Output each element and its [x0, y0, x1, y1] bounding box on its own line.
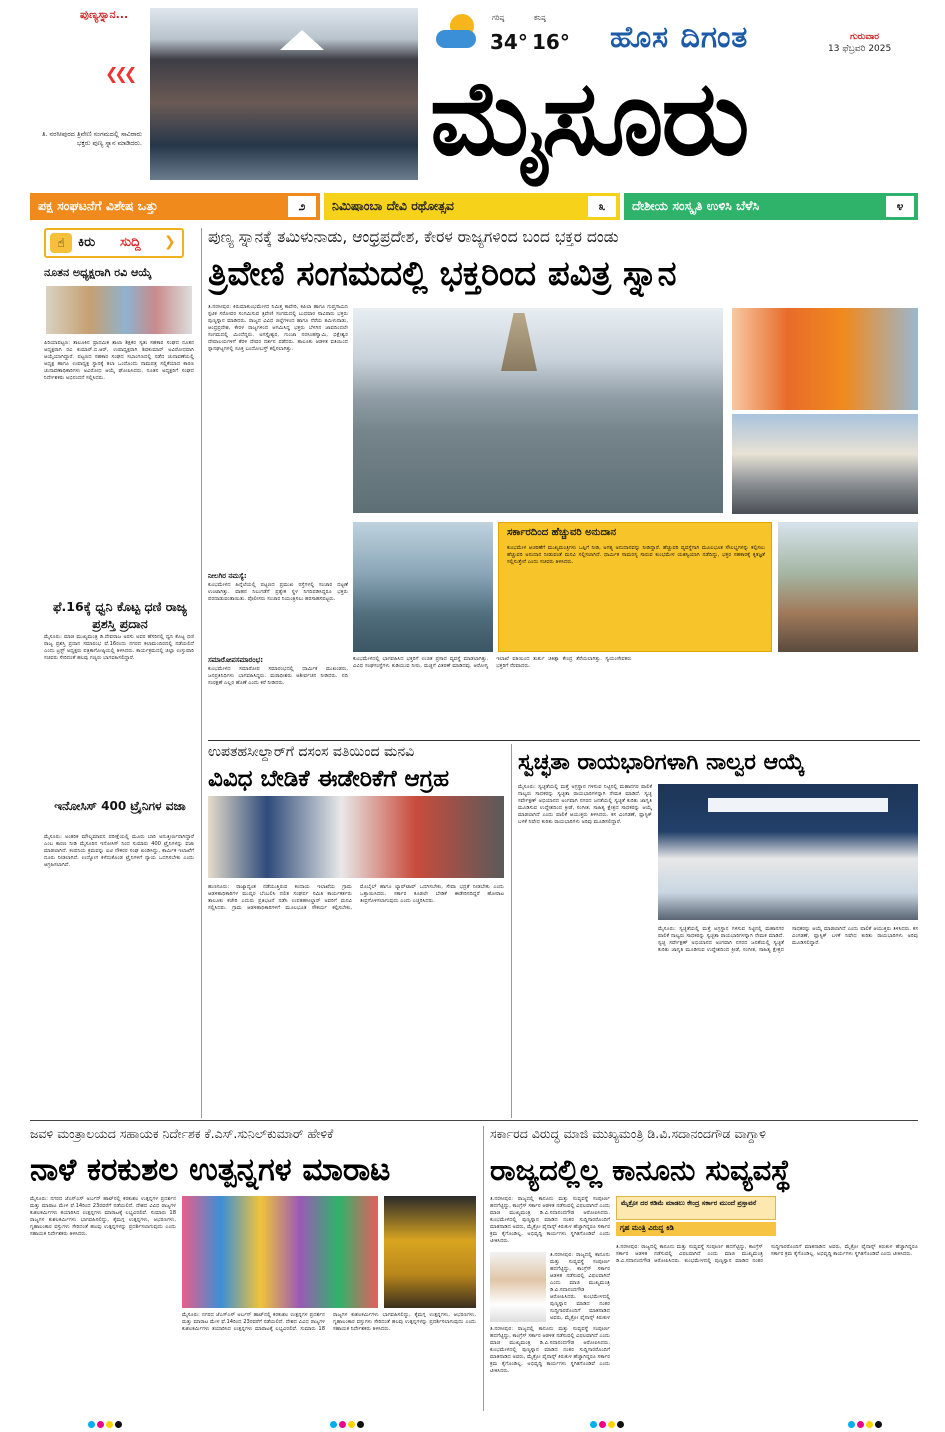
lead-body-d: ಕುಂಭಮೇಳದಲ್ಲಿ ಭಾಗವಹಿಸಿದ ಭಕ್ತರಿಗೆ ಉಚಿತ ಪ್ರಸಾದ ವ್ಯವಸ್ಥೆ ಮಾಡಲಾಗಿತ್ತು. ವಿವಿಧ ಸಂಘಸಂಸ್ಥೆಗಳು ಕುಡಿಯುವ ನೀರು, ಮಜ್ಜಿಗೆ ವಿತರಣೆ ಮಾಡಿದವು. ಆರೋಗ್ಯ ಇಲಾಖೆ ವತಿಯಿಂದ ತುರ್ತು ಚಿಕಿತ್ಸಾ ಕೇಂದ್ರ ತೆರೆಯಲಾಗಿತ್ತು. ಸ್ವಯಂಸೇವಕರು ಭಕ್ತರಿಗೆ ನೆರವಾದರು.	[353, 656, 632, 669]
teaser-2-text: ನಿಮಿಷಾಂಬಾ ದೇವಿ ರಥೋತ್ಸವ	[332, 198, 454, 213]
story3-body-b: ಮೈಸೂರು: ಸ್ವಚ್ಛತೆಯಲ್ಲಿ ಮತ್ತೆ ಅಗ್ರಸ್ಥಾನ ಗಳಿಸುವ ನಿಟ್ಟಿನಲ್ಲಿ ಮಹಾನಗರ ಪಾಲಿಕೆ ನಾಲ್ವರು ಸಾಧಕರನ್ನು ಸ್ವಚ್ಛತಾ ರಾಯಭಾರಿಗಳನ್ನಾಗಿ ನೇಮಕ ಮಾಡಿದೆ. ಸ್ವಚ್ಛ ಸರ್ವೇಕ್ಷಣ್ ಅಭಿಯಾನದ ಅಂಗವಾಗಿ ನಗರದ ಜನತೆಯಲ್ಲಿ ಸ್ವಚ್ಛತೆ ಕುರಿತು ಜಾಗೃತಿ ಮೂಡಿಸುವ ಉದ್ದೇಶದಿಂದ ಕ್ರೀಡೆ, ಸಂಗೀತ, ಸಾಹಿತ್ಯ ಕ್ಷೇತ್ರದ ಸಾಧಕರನ್ನು ಆಯ್ಕೆ ಮಾಡಲಾಗಿದೆ ಎಂದು ಪಾಲಿಕೆ ಆಯುಕ್ತರು ತಿಳಿಸಿದರು. ಕಸ ವಿಂಗಡಣೆ, ಪ್ಲಾಸ್ಟಿಕ್ ಬಳಕೆ ನಿಷೇಧ ಕುರಿತು ರಾಯಭಾರಿಗಳು ಅರಿವು ಮೂಡಿಸಲಿದ್ದಾರೆ.	[658, 926, 918, 953]
registration-dots-mid-left	[330, 1413, 366, 1432]
story2-headline: ವಿವಿಧ ಬೇಡಿಕೆ ಈಡೇರಿಕೆಗೆ ಆಗ್ರಹ	[208, 766, 450, 792]
lead-photo-market	[778, 522, 918, 652]
sidebar-briefs	[44, 228, 196, 1118]
story5-headline: ರಾಜ್ಯದಲ್ಲಿಲ್ಲ ಕಾನೂನು ಸುವ್ಯವಸ್ಥೆ	[490, 1153, 791, 1187]
story2-photo	[208, 796, 504, 878]
sun-cloud-icon	[436, 14, 486, 54]
story5-box-line2	[616, 1222, 776, 1236]
teaser-2-page: ೩	[588, 196, 616, 217]
teaser-3-text: ದೇಶೀಯ ಸಂಸ್ಕೃತಿ ಉಳಿಸಿ ಬೆಳೆಸಿ	[632, 198, 760, 213]
grant-box	[498, 522, 772, 652]
lead-body-a: ತಿ.ನರಸೀಪುರ: ಕಿರುಮಾಕುಂಭಮೇಳದ ನಿಮಿತ್ತ ಕಾವೇರಿ, ಕಪಿಲಾ ಹಾಗೂ ಗುಪ್ತಗಾಮಿನಿ ಸ್ಪಟಿಕ ಸರೋವರ ಸಂಗಮಿಸುವ ತ್ರಿವೇಣಿ ಸಂಗಮದಲ್ಲಿ ಬುಧವಾರ ಸಾವಿರಾರು ಭಕ್ತರು ಪುಣ್ಯಸ್ನಾನ ಮಾಡಿದರು. ರಾಜ್ಯದ ವಿವಿಧ ಜಿಲ್ಲೆಗಳಿಂದ ಹಾಗೂ ನೆರೆಯ ತಮಿಳುನಾಡು, ಆಂಧ್ರಪ್ರದೇಶ, ಕೇರಳ ರಾಜ್ಯಗಳಿಂದ ಆಗಮಿಸಿದ್ದ ಭಕ್ತರು ಬೆಳಗಿನ ಜಾವದಿಂದಲೇ ಸಂಗಮದಲ್ಲಿ ಮಿಂದೆದ್ದರು. ಅಗಸ್ತ್ಯೇಶ್ವರ, ಗುಂಜಾ ನರಸಿಂಹಸ್ವಾಮಿ, ಭಿಕ್ಷೇಶ್ವರ ದೇವಾಲಯಗಳಿಗೆ ತೆರಳಿ ದೇವರ ದರ್ಶನ ಪಡೆದರು. ತಾಲೂಕು ಆಡಳಿತ ವತಿಯಿಂದ ಸ್ನಾನಘಟ್ಟಗಳಲ್ಲಿ ಸೂಕ್ತ ಬಂದೋಬಸ್ತ್ ಕಲ್ಪಿಸಲಾಗಿತ್ತು.	[208, 304, 348, 352]
story4-headline: ನಾಳೆ ಕರಕುಶಲ ಉತ್ಪನ್ನಗಳ ಮಾರಾಟ	[30, 1152, 391, 1188]
story4-kicker: ಜವಳಿ ಮಂತ್ರಾಲಯದ ಸಹಾಯಕ ನಿರ್ದೇಶಕ ಕೆ.ಎಸ್.ಸುನಿಲ್‌ಕುಮಾರ್ ಹೇಳಿಕೆ	[30, 1126, 334, 1141]
brief-2-body: ಮೈಸೂರು: ಮಾಜಿ ಮುಖ್ಯಮಂತ್ರಿ ಡಿ.ದೇವರಾಜ ಅರಸು ಅವರ ಹೆಸರಿನಲ್ಲಿ ಧ್ವನಿ ಕೊಟ್ಟ ಧಣಿ ರಾಜ್ಯ ಪ್ರಶಸ್ತಿ ಪ್ರದಾನ ಸಮಾರಂಭ ಫೆ.16ರಂದು ನಗರದ ಕಲಾಮಂದಿರದಲ್ಲಿ ನಡೆಯಲಿದೆ ಎಂದು ಟ್ರಸ್ಟ್ ಅಧ್ಯಕ್ಷರು ಪತ್ರಿಕಾಗೋಷ್ಠಿಯಲ್ಲಿ ತಿಳಿಸಿದರು. ಕಾರ್ಯಕ್ರಮದಲ್ಲಿ ಜಿಲ್ಲಾ ಉಸ್ತುವಾರಿ ಸಚಿವರು ಸೇರಿದಂತೆ ಹಲವು ಗಣ್ಯರು ಭಾಗವಹಿಸಲಿದ್ದಾರೆ.	[44, 634, 194, 661]
story3-headline: ಸ್ವಚ್ಛತಾ ರಾಯಭಾರಿಗಳಾಗಿ ನಾಲ್ವರ ಆಯ್ಕೆ	[518, 750, 805, 775]
story4-body: ಮೈಸೂರು: ನಗರದ ಜೆಎಸ್‌ಎಸ್ ಅರ್ಬನ್ ಹಾಟ್‌ನಲ್ಲಿ ಕರಕುಶಲ ಉತ್ಪನ್ನಗಳ ಪ್ರದರ್ಶನ ಮತ್ತು ಮಾರಾಟ ಮೇಳ ಫೆ.14ರಿಂದ 23ರವರೆಗೆ ನಡೆಯಲಿದೆ. ದೇಶದ ವಿವಿಧ ರಾಜ್ಯಗಳ ಕುಶಲಕರ್ಮಿಗಳು ತಯಾರಿಸಿದ ಉತ್ಪನ್ನಗಳು ಮಾರಾಟಕ್ಕೆ ಲಭ್ಯವಿರಲಿವೆ. ಸುಮಾರು 18 ರಾಜ್ಯಗಳ ಕುಶಲಕರ್ಮಿಗಳು ಭಾಗವಹಿಸಲಿದ್ದು, ಕೈಮಗ್ಗ ಉತ್ಪನ್ನಗಳು, ಆಭರಣಗಳು, ಗೃಹಾಲಂಕಾರ ವಸ್ತುಗಳು ಸೇರಿದಂತೆ ಹಲವು ಉತ್ಪನ್ನಗಳನ್ನು ಪ್ರದರ್ಶಿಸಲಾಗುವುದು ಎಂದು ಸಹಾಯಕ ನಿರ್ದೇಶಕರು ತಿಳಿಸಿದರು.	[30, 1196, 176, 1237]
lead-photo-swamijis	[732, 308, 918, 410]
brief-1-title: ನೂತನ ಅಧ್ಯಕ್ಷರಾಗಿ ರವಿ ಆಯ್ಕೆ	[44, 266, 152, 279]
chevron-right-icon: ❯	[164, 234, 176, 250]
story5-body-d: ತಿ.ನರಸೀಪುರ: ರಾಜ್ಯದಲ್ಲಿ ಕಾನೂನು ಮತ್ತು ಸುವ್ಯವಸ್ಥೆ ಸಂಪೂರ್ಣ ಹದಗೆಟ್ಟಿದ್ದು, ಕಾಂಗ್ರೆಸ್ ಸರ್ಕಾರ ಆಡಳಿತ ನಡೆಸುವಲ್ಲಿ ವಿಫಲವಾಗಿದೆ ಎಂದು ಮಾಜಿ ಮುಖ್ಯಮಂತ್ರಿ ಡಿ.ವಿ.ಸದಾನಂದಗೌಡ ಆರೋಪಿಸಿದರು. ಕುಂಭಮೇಳದಲ್ಲಿ ಪುಣ್ಯಸ್ನಾನ ಮಾಡಿದ ನಂತರ ಸುದ್ದಿಗಾರರೊಂದಿಗೆ ಮಾತನಾಡಿದ ಅವರು, ಮೈಕ್ರೋ ಫೈನಾನ್ಸ್ ಕಿರುಕುಳ ಹೆಚ್ಚಾಗಿದ್ದರೂ ಸರ್ಕಾರ ಕ್ರಮ ಕೈಗೊಂಡಿಲ್ಲ. ಅಭಿವೃದ್ಧಿ ಕಾರ್ಯಗಳು ಸ್ಥಗಿತಗೊಂಡಿವೆ ಎಂದು ಟೀಕಿಸಿದರು.	[616, 1244, 918, 1264]
story5-body: ತಿ.ನರಸೀಪುರ: ರಾಜ್ಯದಲ್ಲಿ ಕಾನೂನು ಮತ್ತು ಸುವ್ಯವಸ್ಥೆ ಸಂಪೂರ್ಣ ಹದಗೆಟ್ಟಿದ್ದು, ಕಾಂಗ್ರೆಸ್ ಸರ್ಕಾರ ಆಡಳಿತ ನಡೆಸುವಲ್ಲಿ ವಿಫಲವಾಗಿದೆ ಎಂದು ಮಾಜಿ ಮುಖ್ಯಮಂತ್ರಿ ಡಿ.ವಿ.ಸದಾನಂದಗೌಡ ಆರೋಪಿಸಿದರು. ಕುಂಭಮೇಳದಲ್ಲಿ ಪುಣ್ಯಸ್ನಾನ ಮಾಡಿದ ನಂತರ ಸುದ್ದಿಗಾರರೊಂದಿಗೆ ಮಾತನಾಡಿದ ಅವರು, ಮೈಕ್ರೋ ಫೈನಾನ್ಸ್ ಕಿರುಕುಳ ಹೆಚ್ಚಾಗಿದ್ದರೂ ಸರ್ಕಾರ ಕ್ರಮ ಕೈಗೊಂಡಿಲ್ಲ. ಅಭಿವೃದ್ಧಿ ಕಾರ್ಯಗಳು ಸ್ಥಗಿತಗೊಂಡಿವೆ ಎಂದು ಟೀಕಿಸಿದರು.	[490, 1196, 610, 1244]
story5-kicker: ಸರ್ಕಾರದ ವಿರುದ್ಧ ಮಾಜಿ ಮುಖ್ಯಮಂತ್ರಿ ಡಿ.ವಿ.ಸದಾನಂದಗೌಡ ವಾಗ್ದಾಳಿ	[490, 1126, 766, 1141]
brief-3-body: ಮೈಸೂರು: ಅಂತರಿಕ ಮೌಲ್ಯಮಾಪನ ಪರೀಕ್ಷೆಯಲ್ಲಿ ಮೂರು ಬಾರಿ ಅನುತ್ತೀರ್ಣರಾಗಿದ್ದಾರೆ ಎಂಬ ಕಾರಣ ನೀಡಿ ಮೈಸೂರಿನ ಇನೋಸಿಸ್ ನಿಂದ ಸುಮಾರು 400 ಟ್ರೈನಿಗಳನ್ನು ವಜಾ ಮಾಡಲಾಗಿದೆ. ಕಂಪನಿಯ ಕ್ರಮವನ್ನು ಐಟಿ ನೌಕರರ ಸಂಘ ಖಂಡಿಸಿದ್ದು, ಕಾರ್ಮಿಕ ಇಲಾಖೆಗೆ ದೂರು ನೀಡಲಾಗಿದೆ. ಉದ್ಯೋಗ ಕಳೆದುಕೊಂಡ ಟ್ರೈನಿಗಳಿಗೆ ನ್ಯಾಯ ಒದಗಿಸಬೇಕು ಎಂದು ಆಗ್ರಹಿಸಲಾಗಿದೆ.	[44, 834, 194, 868]
brief-2-title: ಫೆ.16ಕ್ಕೆ ಧ್ವನಿ ಕೊಟ್ಟ ಧಣಿ ರಾಜ್ಯ ಪ್ರಶಸ್ತಿ ಪ್ರದಾನ	[53, 599, 187, 631]
pointing-hand-icon: ☝	[50, 233, 72, 253]
briefs-header	[44, 228, 184, 258]
lead-body-b: ಕುಂಭಮೇಳದ ಹಿನ್ನೆಲೆಯಲ್ಲಿ ಪಟ್ಟಣದ ಪ್ರಮುಖ ರಸ್ತೆಗಳಲ್ಲಿ ಸಂಚಾರ ದಟ್ಟಣೆ ಉಂಟಾಗಿತ್ತು. ವಾಹನ ನಿಲುಗಡೆಗೆ ಪ್ರತ್ಯೇಕ ಸ್ಥಳ ನಿಗದಿಪಡಿಸಿದ್ದರೂ ಭಕ್ತರು ಪರದಾಡುವಂತಾಯಿತು. ಪೊಲೀಸರು ಸಂಚಾರ ನಿಯಂತ್ರಿಸಲು ಹರಸಾಹಸಪಟ್ಟರು.	[208, 582, 348, 602]
weather-min-label: ಕನಿಷ್ಠ	[534, 14, 546, 22]
rule-2	[30, 1120, 918, 1121]
lead-photo-traffic	[732, 414, 918, 514]
story-divider	[511, 744, 512, 1118]
story5-box-line2-text: ಗೃಹ ಮಂತ್ರಿ ವಿರುದ್ಧ ಕಿಡಿ	[620, 1224, 674, 1232]
registration-dots-left	[88, 1413, 124, 1432]
lead-subhead-2: ಸಮಾರೋಪಸಮಾರಂಭ:	[208, 656, 264, 664]
story4-photo-vases	[384, 1196, 476, 1308]
registration-dots-right	[848, 1413, 884, 1432]
story5-box-line1	[616, 1196, 776, 1220]
edition-date: 13 ಫೆಬ್ರವರಿ 2025	[828, 44, 892, 54]
sidebar-divider	[201, 228, 202, 1118]
story5-portrait	[490, 1252, 546, 1322]
story5-box-line1-text: ಮೈಕ್ರೋ ದರ ಕಡಿಮೆ ಮಾಡಲು ಕೇಂದ್ರ ಸರ್ಕಾರ ಮುಂದೆ ಪ್ರಸ್ತಾವನೆ	[621, 1199, 757, 1207]
masthead-photo-caption: ತಿ. ನರಸೀಪುರದ ತ್ರಿವೇಣಿ ಸಂಗಮದಲ್ಲಿ ಸಾವಿರಾರು ಭಕ್ತರು ಪುಣ್ಯ ಸ್ನಾನ ಮಾಡಿದರು.	[41, 130, 142, 147]
story4-photo-textiles	[182, 1196, 378, 1308]
masthead	[0, 0, 945, 186]
grant-box-body: ಕುಂಭಮೇಳ ಆಚರಣೆಗೆ ಮುಖ್ಯಮಂತ್ರಿಗಳು ಒಪ್ಪಿಗೆ ನೀಡಿ, ಅಗತ್ಯ ಅನುದಾನವನ್ನು ನೀಡಿದ್ದಾರೆ. ಹೆಚ್ಚುವರಿ ವ್ಯವಸ್ಥೆಗಾಗಿ ಮೂಲಭೂತ ಸೌಲಭ್ಯಗಳನ್ನು ಕಲ್ಪಿಸಲು ಹೆಚ್ಚುವರಿ ಅನುದಾನ ನೀಡುವಂತೆ ಮನವಿ ಸಲ್ಲಿಸಲಾಗಿದೆ. ಧಾರ್ಮಿಕ ಸಾಮರಸ್ಯ ಸಾರುವ ಕುಂಭಮೇಳ ಯಶಸ್ವಿಯಾಗಿ ನಡೆದಿದ್ದು, ಭಕ್ತರ ಸಹಕಾರಕ್ಕೆ ಕೃತಜ್ಞತೆ ಸಲ್ಲಿಸುತ್ತೇನೆ ಎಂದು ಸಚಿವರು ತಿಳಿಸಿದರು.	[507, 545, 765, 565]
lead-headline: ತ್ರಿವೇಣಿ ಸಂಗಮದಲ್ಲಿ ಭಕ್ತರಿಂದ ಪವಿತ್ರ ಸ್ನಾನ	[208, 254, 677, 294]
masthead-kicker: ಪುಣ್ಯಸ್ನಾನ...	[80, 8, 129, 21]
bottom-divider	[483, 1126, 484, 1411]
story2-kicker: ಉಪತಹಸೀಲ್ದಾರ್‌ಗೆ ದಸಂಸ ವತಿಯಿಂದ ಮನವಿ	[208, 744, 415, 760]
lead-photo-bathers	[353, 522, 493, 652]
temple-tower-shape	[501, 313, 537, 371]
briefs-brand-a: ಕಿರು	[78, 235, 96, 250]
teaser-2[interactable]	[324, 193, 620, 220]
banner-strip	[708, 798, 888, 812]
brief-3-title: ಇನೋಸಿಸ್ 400 ಟ್ರೈನಿಗಳ ವಜಾ	[54, 799, 186, 813]
registration-dots-mid-right	[590, 1413, 626, 1432]
story3-body: ಮೈಸೂರು: ಸ್ವಚ್ಛತೆಯಲ್ಲಿ ಮತ್ತೆ ಅಗ್ರಸ್ಥಾನ ಗಳಿಸುವ ನಿಟ್ಟಿನಲ್ಲಿ ಮಹಾನಗರ ಪಾಲಿಕೆ ನಾಲ್ವರು ಸಾಧಕರನ್ನು ಸ್ವಚ್ಛತಾ ರಾಯಭಾರಿಗಳನ್ನಾಗಿ ನೇಮಕ ಮಾಡಿದೆ. ಸ್ವಚ್ಛ ಸರ್ವೇಕ್ಷಣ್ ಅಭಿಯಾನದ ಅಂಗವಾಗಿ ನಗರದ ಜನತೆಯಲ್ಲಿ ಸ್ವಚ್ಛತೆ ಕುರಿತು ಜಾಗೃತಿ ಮೂಡಿಸುವ ಉದ್ದೇಶದಿಂದ ಕ್ರೀಡೆ, ಸಂಗೀತ, ಸಾಹಿತ್ಯ ಕ್ಷೇತ್ರದ ಸಾಧಕರನ್ನು ಆಯ್ಕೆ ಮಾಡಲಾಗಿದೆ ಎಂದು ಪಾಲಿಕೆ ಆಯುಕ್ತರು ತಿಳಿಸಿದರು. ಕಸ ವಿಂಗಡಣೆ, ಪ್ಲಾಸ್ಟಿಕ್ ಬಳಕೆ ನಿಷೇಧ ಕುರಿತು ರಾಯಭಾರಿಗಳು ಅರಿವು ಮೂಡಿಸಲಿದ್ದಾರೆ.	[518, 784, 652, 825]
story5-body-b: ತಿ.ನರಸೀಪುರ: ರಾಜ್ಯದಲ್ಲಿ ಕಾನೂನು ಮತ್ತು ಸುವ್ಯವಸ್ಥೆ ಸಂಪೂರ್ಣ ಹದಗೆಟ್ಟಿದ್ದು, ಕಾಂಗ್ರೆಸ್ ಸರ್ಕಾರ ಆಡಳಿತ ನಡೆಸುವಲ್ಲಿ ವಿಫಲವಾಗಿದೆ ಎಂದು ಮಾಜಿ ಮುಖ್ಯಮಂತ್ರಿ ಡಿ.ವಿ.ಸದಾನಂದಗೌಡ ಆರೋಪಿಸಿದರು. ಕುಂಭಮೇಳದಲ್ಲಿ ಪುಣ್ಯಸ್ನಾನ ಮಾಡಿದ ನಂತರ ಸುದ್ದಿಗಾರರೊಂದಿಗೆ ಮಾತನಾಡಿದ ಅವರು, ಮೈಕ್ರೋ ಫೈನಾನ್ಸ್ ಕಿರುಕುಳ	[550, 1252, 610, 1321]
weather-max: 34°	[490, 30, 528, 54]
edition-day: ಗುರುವಾರ	[850, 32, 880, 42]
story3-photo	[658, 784, 918, 920]
story4-body-b: ಮೈಸೂರು: ನಗರದ ಜೆಎಸ್‌ಎಸ್ ಅರ್ಬನ್ ಹಾಟ್‌ನಲ್ಲಿ ಕರಕುಶಲ ಉತ್ಪನ್ನಗಳ ಪ್ರದರ್ಶನ ಮತ್ತು ಮಾರಾಟ ಮೇಳ ಫೆ.14ರಿಂದ 23ರವರೆಗೆ ನಡೆಯಲಿದೆ. ದೇಶದ ವಿವಿಧ ರಾಜ್ಯಗಳ ಕುಶಲಕರ್ಮಿಗಳು ತಯಾರಿಸಿದ ಉತ್ಪನ್ನಗಳು ಮಾರಾಟಕ್ಕೆ ಲಭ್ಯವಿರಲಿವೆ. ಸುಮಾರು 18 ರಾಜ್ಯಗಳ ಕುಶಲಕರ್ಮಿಗಳು ಭಾಗವಹಿಸಲಿದ್ದು, ಕೈಮಗ್ಗ ಉತ್ಪನ್ನಗಳು, ಆಭರಣಗಳು, ಗೃಹಾಲಂಕಾರ ವಸ್ತುಗಳು ಸೇರಿದಂತೆ ಹಲವು ಉತ್ಪನ್ನಗಳನ್ನು ಪ್ರದರ್ಶಿಸಲಾಗುವುದು ಎಂದು ಸಹಾಯಕ ನಿರ್ದೇಶಕರು ತಿಳಿಸಿದರು.	[182, 1312, 476, 1332]
chevron-left-icon: ❮❮❮	[105, 64, 134, 83]
story2-body: ಹುಣಸೂರು: ರಾಜ್ಯಾದ್ಯಂತ ನಡೆಯುತ್ತಿರುವ ಕಂದಾಯ ಇಲಾಖೆಯ ಗ್ರಾಮ ಆಡಳಿತಾಧಿಕಾರಿಗಳ ಮುಷ್ಕರ ಬೆಂಬಲಿಸಿ ದಲಿತ ಸಂಘರ್ಷ ಸಮಿತಿ ಕಾರ್ಯಕರ್ತರು ತಾಲೂಕು ಕಚೇರಿ ಎದುರು ಪ್ರತಿಭಟನೆ ನಡೆಸಿ ಉಪತಹಸೀಲ್ದಾರ್ ಅವರಿಗೆ ಮನವಿ ಸಲ್ಲಿಸಿದರು. ಗ್ರಾಮ ಆಡಳಿತಾಧಿಕಾರಿಗಳಿಗೆ ಮೂಲಭೂತ ಸೌಕರ್ಯ ಕಲ್ಪಿಸಬೇಕು, ಮೊಬೈಲ್ ಹಾಗೂ ಲ್ಯಾಪ್‌ಟಾಪ್ ಒದಗಿಸಬೇಕು, ಸೇವಾ ಭದ್ರತೆ ನೀಡಬೇಕು ಎಂದು ಒತ್ತಾಯಿಸಿದರು. ಸರ್ಕಾರ ಕೂಡಲೇ ಬೇಡಿಕೆ ಈಡೇರಿಸದಿದ್ದರೆ ಹೋರಾಟ ತೀವ್ರಗೊಳಿಸಲಾಗುವುದು ಎಂದು ಎಚ್ಚರಿಸಿದರು.	[208, 884, 504, 911]
teaser-1-text: ಪಕ್ಷ ಸಂಘಟನೆಗೆ ವಿಶೇಷ ಒತ್ತು	[38, 198, 158, 213]
tent-shape	[280, 30, 324, 50]
rule-1	[208, 740, 920, 741]
brand-logo: ಹೊಸ ದಿಗಂತ	[610, 20, 749, 55]
briefs-brand-b: ಸುದ್ದಿ	[120, 235, 141, 250]
teaser-3-page: ೪	[886, 196, 914, 217]
lead-photo-main	[353, 308, 723, 513]
teaser-1[interactable]	[30, 193, 320, 220]
lead-kicker: ಪುಣ್ಯ ಸ್ನಾನಕ್ಕೆ ತಮಿಳುನಾಡು, ಆಂಧ್ರಪ್ರದೇಶ, ಕೇರಳ ರಾಜ್ಯಗಳಿಂದ ಬಂದ ಭಕ್ತರ ದಂಡು	[208, 228, 619, 246]
lead-subhead-1: ನೀಲಗಿರ ನಮಸ್ಯೆ:	[208, 572, 247, 580]
weather-max-label: ಗರಿಷ್ಠ	[492, 14, 505, 22]
brief-1-photo	[46, 286, 192, 334]
weather-min: 16°	[532, 30, 570, 54]
city-title: ಮೈಸೂರು	[430, 57, 748, 179]
grant-box-title: ಸರ್ಕಾರದಿಂದ ಹೆಚ್ಚುವರಿ ಅನುದಾನ	[507, 527, 617, 538]
story5-body-c: ತಿ.ನರಸೀಪುರ: ರಾಜ್ಯದಲ್ಲಿ ಕಾನೂನು ಮತ್ತು ಸುವ್ಯವಸ್ಥೆ ಸಂಪೂರ್ಣ ಹದಗೆಟ್ಟಿದ್ದು, ಕಾಂಗ್ರೆಸ್ ಸರ್ಕಾರ ಆಡಳಿತ ನಡೆಸುವಲ್ಲಿ ವಿಫಲವಾಗಿದೆ ಎಂದು ಮಾಜಿ ಮುಖ್ಯಮಂತ್ರಿ ಡಿ.ವಿ.ಸದಾನಂದಗೌಡ ಆರೋಪಿಸಿದರು. ಕುಂಭಮೇಳದಲ್ಲಿ ಪುಣ್ಯಸ್ನಾನ ಮಾಡಿದ ನಂತರ ಸುದ್ದಿಗಾರರೊಂದಿಗೆ ಮಾತನಾಡಿದ ಅವರು, ಮೈಕ್ರೋ ಫೈನಾನ್ಸ್ ಕಿರುಕುಳ ಹೆಚ್ಚಾಗಿದ್ದರೂ ಸರ್ಕಾರ ಕ್ರಮ ಕೈಗೊಂಡಿಲ್ಲ. ಅಭಿವೃದ್ಧಿ ಕಾರ್ಯಗಳು ಸ್ಥಗಿತಗೊಂಡಿವೆ ಎಂದು ಟೀಕಿಸಿದರು.	[490, 1326, 610, 1374]
lead-body-c: ಕುಂಭಮೇಳದ ಸಮಾರೋಪ ಸಮಾರಂಭದಲ್ಲಿ ಧಾರ್ಮಿಕ ಮುಖಂಡರು, ಜನಪ್ರತಿನಿಧಿಗಳು ಭಾಗವಹಿಸಿದ್ದರು. ಮಠಾಧೀಶರು ಆಶೀರ್ವಚನ ನೀಡಿದರು. ನದಿ ಸಂರಕ್ಷಣೆ ಎಲ್ಲರ ಹೊಣೆ ಎಂದು ಕರೆ ನೀಡಿದರು.	[208, 666, 348, 686]
teaser-1-page: ೨	[288, 196, 316, 217]
teaser-strip	[30, 193, 918, 220]
masthead-photo	[150, 8, 418, 180]
story5-box	[616, 1196, 776, 1238]
teaser-3[interactable]	[624, 193, 918, 220]
brief-1-body: ಪಿರಿಯಾಪಟ್ಟಣ: ತಾಲೂಕಿನ ಪ್ರಾಥಮಿಕ ಶಾಲಾ ಶಿಕ್ಷಕರ ಸ್ವತಃ ಸಹಕಾರ ಸಂಘದ ನೂತನ ಅಧ್ಯಕ್ಷರಾಗಿ ರವಿ ಕುಮಾರ್.ಬಿ.ಆರ್, ಉಪಾಧ್ಯಕ್ಷರಾಗಿ ಶಿವಕುಮಾರ್ ಅವಿರೋಧವಾಗಿ ಆಯ್ಕೆಯಾಗಿದ್ದಾರೆ. ಪಟ್ಟಣದ ಸಹಕಾರ ಸಂಘದ ಸಭಾಂಗಣದಲ್ಲಿ ನಡೆದ ಚುನಾವಣೆಯಲ್ಲಿ ಅಧ್ಯಕ್ಷ ಹಾಗೂ ಉಪಾಧ್ಯಕ್ಷ ಸ್ಥಾನಕ್ಕೆ ತಲಾ ಒಂದೊಂದು ನಾಮಪತ್ರ ಸಲ್ಲಿಕೆಯಾದ ಕಾರಣ ಚುನಾವಣಾಧಿಕಾರಿಗಳು ಅವಿರೋಧ ಆಯ್ಕೆ ಘೋಷಿಸಿದರು. ನೂತನ ಅಧ್ಯಕ್ಷರಿಗೆ ಸಂಘದ ನಿರ್ದೇಶಕರು ಅಭಿನಂದನೆ ಸಲ್ಲಿಸಿದರು.	[44, 340, 194, 381]
